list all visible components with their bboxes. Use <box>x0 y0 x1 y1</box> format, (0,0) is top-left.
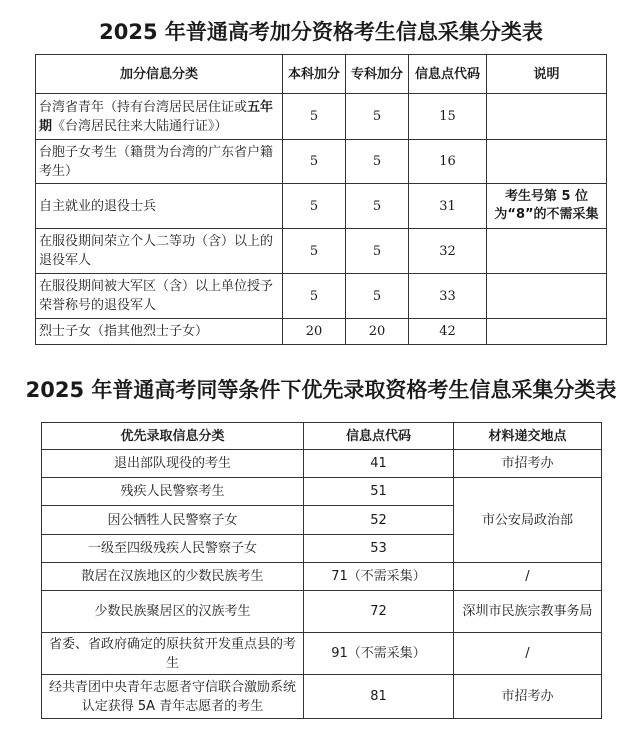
place-cell: 深圳市民族宗教事务局 <box>454 591 602 633</box>
undergrad-bonus-cell: 5 <box>283 274 346 319</box>
code-cell: 41 <box>304 450 454 478</box>
note-cell <box>487 274 607 319</box>
code-cell: 81 <box>304 675 454 719</box>
college-bonus-cell: 5 <box>346 184 409 229</box>
place-cell-police: 市公安局政治部 <box>454 478 602 563</box>
code-cell: 16 <box>409 140 487 184</box>
category-cell: 少数民族聚居区的汉族考生 <box>42 591 304 633</box>
table-row <box>36 94 607 140</box>
undergrad-bonus-cell: 5 <box>283 184 346 229</box>
code-cell: 33 <box>409 274 487 319</box>
header-place: 材料递交地点 <box>454 423 602 450</box>
category-cell: 一级至四级残疾人民警察子女 <box>42 535 304 563</box>
bonus-points-table <box>35 54 607 345</box>
code-cell: 32 <box>409 229 487 274</box>
category-cell: 在服役期间荣立个人二等功（含）以上的退役军人 <box>36 229 283 274</box>
header-note: 说明 <box>487 55 607 94</box>
header-category: 加分信息分类 <box>36 55 283 94</box>
college-bonus-cell: 5 <box>346 140 409 184</box>
note-cell <box>487 229 607 274</box>
table1-title: 2025 年普通高考加分资格考生信息采集分类表 <box>99 20 543 44</box>
category-cell: 烈士子女（指其他烈士子女） <box>36 319 283 345</box>
note-cell-veteran: 考生号第 5 位为“8”的不需采集 <box>487 184 607 229</box>
table-row <box>36 229 607 274</box>
category-cell: 散居在汉族地区的少数民族考生 <box>42 563 304 591</box>
table-header-row <box>36 55 607 94</box>
table-row <box>42 675 602 719</box>
table-row <box>42 563 602 591</box>
header-category: 优先录取信息分类 <box>42 423 304 450</box>
place-cell: / <box>454 563 602 591</box>
college-bonus-cell: 20 <box>346 319 409 345</box>
table-row <box>36 319 607 345</box>
code-cell: 51 <box>304 478 454 506</box>
code-cell: 15 <box>409 94 487 140</box>
place-cell: / <box>454 633 602 675</box>
header-code: 信息点代码 <box>304 423 454 450</box>
place-cell: 市招考办 <box>454 450 602 478</box>
college-bonus-cell: 5 <box>346 274 409 319</box>
code-cell: 31 <box>409 184 487 229</box>
table-row <box>42 478 602 506</box>
priority-admission-table <box>41 422 602 719</box>
table-row <box>36 274 607 319</box>
table-row <box>42 591 602 633</box>
header-undergrad-bonus: 本科加分 <box>283 55 346 94</box>
category-cell: 台胞子女考生（籍贯为台湾的广东省户籍考生） <box>36 140 283 184</box>
note-cell <box>487 140 607 184</box>
table-row <box>36 184 607 229</box>
undergrad-bonus-cell: 20 <box>283 319 346 345</box>
undergrad-bonus-cell: 5 <box>283 94 346 140</box>
header-college-bonus: 专科加分 <box>346 55 409 94</box>
college-bonus-cell: 5 <box>346 229 409 274</box>
table-row <box>42 450 602 478</box>
code-cell: 91（不需采集） <box>304 633 454 675</box>
code-cell: 72 <box>304 591 454 633</box>
category-cell: 省委、省政府确定的原扶贫开发重点县的考生 <box>42 633 304 675</box>
category-cell: 退出部队现役的考生 <box>42 450 304 478</box>
undergrad-bonus-cell: 5 <box>283 229 346 274</box>
code-cell: 42 <box>409 319 487 345</box>
place-cell: 市招考办 <box>454 675 602 719</box>
category-cell: 在服役期间被大军区（含）以上单位授予荣誉称号的退役军人 <box>36 274 283 319</box>
code-cell: 71（不需采集） <box>304 563 454 591</box>
undergrad-bonus-cell: 5 <box>283 140 346 184</box>
code-cell: 52 <box>304 506 454 535</box>
header-code: 信息点代码 <box>409 55 487 94</box>
category-cell: 台湾省青年（持有台湾居民居住证或五年期《台湾居民往来大陆通行证》） <box>36 94 283 140</box>
college-bonus-cell: 5 <box>346 94 409 140</box>
note-cell <box>487 94 607 140</box>
category-cell: 残疾人民警察考生 <box>42 478 304 506</box>
category-cell: 经共青团中央青年志愿者守信联合激励系统认定获得 5A 青年志愿者的考生 <box>42 675 304 719</box>
table2-title: 2025 年普通高考同等条件下优先录取资格考生信息采集分类表 <box>25 378 617 402</box>
code-cell: 53 <box>304 535 454 563</box>
category-cell: 因公牺牲人民警察子女 <box>42 506 304 535</box>
note-cell <box>487 319 607 345</box>
table-header-row <box>42 423 602 450</box>
table-row <box>42 633 602 675</box>
category-cell: 自主就业的退役士兵 <box>36 184 283 229</box>
table-row <box>36 140 607 184</box>
